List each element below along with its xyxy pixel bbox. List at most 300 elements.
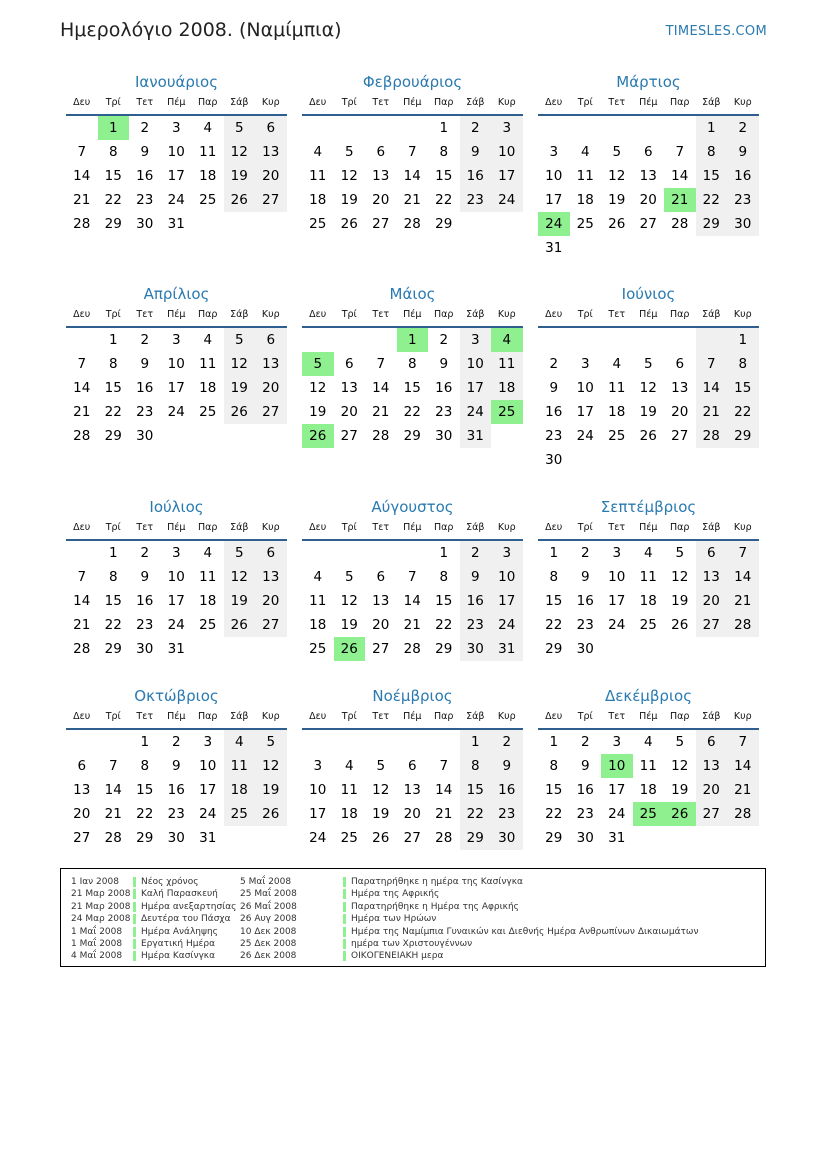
day-cell[interactable]: 12	[340, 168, 358, 184]
day-cell[interactable]: 10	[199, 758, 217, 774]
day-cell[interactable]: 5	[675, 545, 685, 561]
day-cell[interactable]: 23	[545, 428, 563, 444]
day-cell[interactable]: 18	[639, 782, 657, 798]
day-cell[interactable]: 20	[696, 778, 728, 802]
day-cell[interactable]: 12	[372, 782, 390, 798]
day-cell[interactable]: 29	[460, 826, 492, 850]
day-cell[interactable]: 27	[372, 641, 390, 657]
day-cell[interactable]: 5	[344, 569, 354, 585]
day-cell[interactable]: 8	[140, 758, 150, 774]
day-cell[interactable]: 24	[167, 192, 185, 208]
day-cell[interactable]: 9	[460, 140, 492, 164]
day-cell[interactable]: 14	[104, 782, 122, 798]
day-cell[interactable]: 1	[108, 332, 118, 348]
holiday-day-cell[interactable]: 26	[302, 424, 334, 448]
day-cell[interactable]: 26	[372, 830, 390, 846]
day-cell[interactable]: 7	[77, 144, 87, 160]
day-cell[interactable]: 14	[372, 380, 390, 396]
day-cell[interactable]: 7	[407, 569, 417, 585]
day-cell[interactable]: 14	[696, 376, 728, 400]
day-cell[interactable]: 10	[545, 168, 563, 184]
day-cell[interactable]: 18	[309, 617, 327, 633]
day-cell[interactable]: 25	[340, 830, 358, 846]
day-cell[interactable]: 15	[104, 168, 122, 184]
day-cell[interactable]: 5	[224, 116, 256, 140]
day-cell[interactable]: 4	[203, 545, 213, 561]
day-cell[interactable]: 28	[727, 802, 759, 826]
day-cell[interactable]: 5	[344, 144, 354, 160]
day-cell[interactable]: 3	[203, 734, 213, 750]
day-cell[interactable]: 27	[255, 613, 287, 637]
day-cell[interactable]: 11	[309, 168, 327, 184]
day-cell[interactable]: 26	[224, 188, 256, 212]
day-cell[interactable]: 17	[608, 782, 626, 798]
day-cell[interactable]: 2	[460, 116, 492, 140]
day-cell[interactable]: 16	[136, 168, 154, 184]
day-cell[interactable]: 24	[199, 806, 217, 822]
day-cell[interactable]: 18	[576, 192, 594, 208]
day-cell[interactable]: 13	[372, 168, 390, 184]
day-cell[interactable]: 12	[309, 380, 327, 396]
day-cell[interactable]: 30	[576, 641, 594, 657]
day-cell[interactable]: 30	[576, 830, 594, 846]
day-cell[interactable]: 25	[199, 617, 217, 633]
day-cell[interactable]: 30	[545, 452, 563, 468]
day-cell[interactable]: 5	[376, 758, 386, 774]
day-cell[interactable]: 19	[224, 164, 256, 188]
day-cell[interactable]: 8	[407, 356, 417, 372]
day-cell[interactable]: 16	[576, 593, 594, 609]
day-cell[interactable]: 10	[491, 565, 523, 589]
day-cell[interactable]: 8	[439, 144, 449, 160]
day-cell[interactable]: 31	[491, 637, 523, 661]
day-cell[interactable]: 27	[255, 400, 287, 424]
day-cell[interactable]: 4	[612, 356, 622, 372]
day-cell[interactable]: 24	[608, 617, 626, 633]
day-cell[interactable]: 27	[73, 830, 91, 846]
day-cell[interactable]: 17	[167, 380, 185, 396]
day-cell[interactable]: 31	[460, 424, 492, 448]
day-cell[interactable]: 17	[167, 593, 185, 609]
day-cell[interactable]: 5	[643, 356, 653, 372]
day-cell[interactable]: 29	[727, 424, 759, 448]
day-cell[interactable]: 3	[171, 332, 181, 348]
day-cell[interactable]: 21	[727, 589, 759, 613]
day-cell[interactable]: 18	[199, 593, 217, 609]
day-cell[interactable]: 9	[580, 569, 590, 585]
holiday-day-cell[interactable]: 24	[538, 212, 570, 236]
day-cell[interactable]: 12	[671, 758, 689, 774]
day-cell[interactable]: 23	[460, 613, 492, 637]
day-cell[interactable]: 6	[675, 356, 685, 372]
day-cell[interactable]: 15	[545, 593, 563, 609]
day-cell[interactable]: 16	[136, 593, 154, 609]
day-cell[interactable]: 22	[403, 404, 421, 420]
holiday-day-cell[interactable]: 4	[491, 328, 523, 352]
day-cell[interactable]: 19	[224, 589, 256, 613]
day-cell[interactable]: 20	[340, 404, 358, 420]
day-cell[interactable]: 1	[439, 120, 449, 136]
day-cell[interactable]: 29	[545, 641, 563, 657]
day-cell[interactable]: 1	[727, 328, 759, 352]
day-cell[interactable]: 26	[671, 617, 689, 633]
day-cell[interactable]: 3	[171, 120, 181, 136]
day-cell[interactable]: 21	[372, 404, 390, 420]
day-cell[interactable]: 2	[580, 545, 590, 561]
day-cell[interactable]: 4	[643, 734, 653, 750]
day-cell[interactable]: 30	[167, 830, 185, 846]
day-cell[interactable]: 27	[639, 216, 657, 232]
day-cell[interactable]: 12	[671, 569, 689, 585]
day-cell[interactable]: 2	[460, 541, 492, 565]
day-cell[interactable]: 20	[255, 376, 287, 400]
day-cell[interactable]: 23	[435, 404, 453, 420]
day-cell[interactable]: 6	[696, 730, 728, 754]
day-cell[interactable]: 1	[460, 730, 492, 754]
day-cell[interactable]: 24	[491, 188, 523, 212]
day-cell[interactable]: 17	[460, 376, 492, 400]
day-cell[interactable]: 29	[104, 641, 122, 657]
day-cell[interactable]: 15	[104, 593, 122, 609]
day-cell[interactable]: 6	[376, 144, 386, 160]
day-cell[interactable]: 5	[675, 734, 685, 750]
day-cell[interactable]: 3	[549, 144, 559, 160]
day-cell[interactable]: 27	[671, 428, 689, 444]
day-cell[interactable]: 7	[696, 352, 728, 376]
day-cell[interactable]: 24	[491, 613, 523, 637]
day-cell[interactable]: 22	[545, 806, 563, 822]
day-cell[interactable]: 10	[167, 356, 185, 372]
day-cell[interactable]: 3	[612, 545, 622, 561]
day-cell[interactable]: 24	[576, 428, 594, 444]
day-cell[interactable]: 5	[224, 328, 256, 352]
day-cell[interactable]: 16	[167, 782, 185, 798]
day-cell[interactable]: 11	[309, 593, 327, 609]
day-cell[interactable]: 9	[491, 754, 523, 778]
day-cell[interactable]: 17	[576, 404, 594, 420]
day-cell[interactable]: 13	[372, 593, 390, 609]
day-cell[interactable]: 30	[460, 637, 492, 661]
day-cell[interactable]: 14	[435, 782, 453, 798]
day-cell[interactable]: 14	[403, 168, 421, 184]
day-cell[interactable]: 6	[77, 758, 87, 774]
day-cell[interactable]: 2	[549, 356, 559, 372]
day-cell[interactable]: 9	[549, 380, 559, 396]
day-cell[interactable]: 18	[199, 168, 217, 184]
day-cell[interactable]: 1	[696, 116, 728, 140]
day-cell[interactable]: 6	[407, 758, 417, 774]
day-cell[interactable]: 20	[372, 617, 390, 633]
day-cell[interactable]: 7	[439, 758, 449, 774]
day-cell[interactable]: 16	[136, 380, 154, 396]
day-cell[interactable]: 11	[340, 782, 358, 798]
day-cell[interactable]: 29	[104, 428, 122, 444]
day-cell[interactable]: 3	[580, 356, 590, 372]
day-cell[interactable]: 26	[224, 613, 256, 637]
day-cell[interactable]: 21	[727, 778, 759, 802]
day-cell[interactable]: 6	[255, 328, 287, 352]
day-cell[interactable]: 25	[608, 428, 626, 444]
day-cell[interactable]: 11	[639, 758, 657, 774]
day-cell[interactable]: 17	[491, 589, 523, 613]
day-cell[interactable]: 22	[696, 188, 728, 212]
day-cell[interactable]: 11	[199, 356, 217, 372]
day-cell[interactable]: 2	[171, 734, 181, 750]
day-cell[interactable]: 29	[435, 216, 453, 232]
day-cell[interactable]: 19	[608, 192, 626, 208]
day-cell[interactable]: 19	[639, 404, 657, 420]
day-cell[interactable]: 24	[309, 830, 327, 846]
day-cell[interactable]: 21	[73, 404, 91, 420]
day-cell[interactable]: 28	[727, 613, 759, 637]
day-cell[interactable]: 12	[255, 754, 287, 778]
day-cell[interactable]: 14	[73, 593, 91, 609]
holiday-day-cell[interactable]: 1	[397, 328, 429, 352]
holiday-day-cell[interactable]: 26	[334, 637, 366, 661]
day-cell[interactable]: 27	[255, 188, 287, 212]
day-cell[interactable]: 15	[435, 593, 453, 609]
holiday-day-cell[interactable]: 10	[601, 754, 633, 778]
day-cell[interactable]: 25	[576, 216, 594, 232]
day-cell[interactable]: 6	[344, 356, 354, 372]
day-cell[interactable]: 23	[460, 188, 492, 212]
day-cell[interactable]: 5	[224, 541, 256, 565]
day-cell[interactable]: 23	[167, 806, 185, 822]
day-cell[interactable]: 6	[376, 569, 386, 585]
day-cell[interactable]: 11	[608, 380, 626, 396]
day-cell[interactable]: 31	[545, 240, 563, 256]
day-cell[interactable]: 18	[224, 778, 256, 802]
day-cell[interactable]: 20	[671, 404, 689, 420]
day-cell[interactable]: 2	[140, 120, 150, 136]
day-cell[interactable]: 9	[171, 758, 181, 774]
day-cell[interactable]: 5	[255, 730, 287, 754]
day-cell[interactable]: 28	[73, 428, 91, 444]
day-cell[interactable]: 11	[491, 352, 523, 376]
day-cell[interactable]: 7	[675, 144, 685, 160]
day-cell[interactable]: 25	[199, 192, 217, 208]
day-cell[interactable]: 23	[727, 188, 759, 212]
day-cell[interactable]: 9	[460, 565, 492, 589]
day-cell[interactable]: 4	[224, 730, 256, 754]
day-cell[interactable]: 3	[171, 545, 181, 561]
day-cell[interactable]: 15	[104, 380, 122, 396]
day-cell[interactable]: 9	[727, 140, 759, 164]
day-cell[interactable]: 14	[727, 565, 759, 589]
day-cell[interactable]: 13	[671, 380, 689, 396]
day-cell[interactable]: 9	[439, 356, 449, 372]
day-cell[interactable]: 21	[403, 192, 421, 208]
day-cell[interactable]: 13	[73, 782, 91, 798]
day-cell[interactable]: 4	[203, 332, 213, 348]
day-cell[interactable]: 8	[549, 758, 559, 774]
day-cell[interactable]: 10	[167, 569, 185, 585]
day-cell[interactable]: 28	[73, 641, 91, 657]
day-cell[interactable]: 10	[460, 352, 492, 376]
day-cell[interactable]: 25	[199, 404, 217, 420]
day-cell[interactable]: 20	[255, 589, 287, 613]
day-cell[interactable]: 28	[671, 216, 689, 232]
day-cell[interactable]: 16	[545, 404, 563, 420]
day-cell[interactable]: 14	[73, 168, 91, 184]
day-cell[interactable]: 16	[576, 782, 594, 798]
day-cell[interactable]: 22	[727, 400, 759, 424]
day-cell[interactable]: 4	[344, 758, 354, 774]
day-cell[interactable]: 30	[136, 641, 154, 657]
day-cell[interactable]: 16	[435, 380, 453, 396]
day-cell[interactable]: 14	[403, 593, 421, 609]
day-cell[interactable]: 31	[167, 216, 185, 232]
day-cell[interactable]: 28	[435, 830, 453, 846]
day-cell[interactable]: 25	[224, 802, 256, 826]
day-cell[interactable]: 20	[255, 164, 287, 188]
day-cell[interactable]: 25	[639, 617, 657, 633]
day-cell[interactable]: 12	[224, 565, 256, 589]
day-cell[interactable]: 6	[643, 144, 653, 160]
day-cell[interactable]: 8	[460, 754, 492, 778]
holiday-day-cell[interactable]: 26	[664, 802, 696, 826]
day-cell[interactable]: 29	[545, 830, 563, 846]
day-cell[interactable]: 8	[727, 352, 759, 376]
day-cell[interactable]: 27	[372, 216, 390, 232]
day-cell[interactable]: 7	[727, 730, 759, 754]
day-cell[interactable]: 13	[696, 565, 728, 589]
day-cell[interactable]: 13	[639, 168, 657, 184]
day-cell[interactable]: 15	[136, 782, 154, 798]
day-cell[interactable]: 12	[639, 380, 657, 396]
day-cell[interactable]: 29	[104, 216, 122, 232]
day-cell[interactable]: 2	[491, 730, 523, 754]
day-cell[interactable]: 20	[372, 192, 390, 208]
day-cell[interactable]: 4	[203, 120, 213, 136]
day-cell[interactable]: 26	[340, 216, 358, 232]
day-cell[interactable]: 22	[460, 802, 492, 826]
day-cell[interactable]: 21	[73, 192, 91, 208]
day-cell[interactable]: 23	[136, 192, 154, 208]
day-cell[interactable]: 17	[545, 192, 563, 208]
day-cell[interactable]: 6	[255, 116, 287, 140]
day-cell[interactable]: 30	[136, 428, 154, 444]
day-cell[interactable]: 2	[727, 116, 759, 140]
day-cell[interactable]: 18	[491, 376, 523, 400]
day-cell[interactable]: 11	[639, 569, 657, 585]
day-cell[interactable]: 21	[435, 806, 453, 822]
day-cell[interactable]: 28	[403, 641, 421, 657]
day-cell[interactable]: 1	[140, 734, 150, 750]
day-cell[interactable]: 13	[255, 352, 287, 376]
day-cell[interactable]: 3	[460, 328, 492, 352]
day-cell[interactable]: 30	[491, 826, 523, 850]
day-cell[interactable]: 9	[140, 144, 150, 160]
day-cell[interactable]: 13	[255, 140, 287, 164]
day-cell[interactable]: 24	[167, 404, 185, 420]
day-cell[interactable]: 4	[313, 144, 323, 160]
day-cell[interactable]: 28	[73, 216, 91, 232]
day-cell[interactable]: 8	[108, 569, 118, 585]
day-cell[interactable]: 19	[224, 376, 256, 400]
day-cell[interactable]: 25	[309, 641, 327, 657]
day-cell[interactable]: 27	[340, 428, 358, 444]
day-cell[interactable]: 30	[435, 428, 453, 444]
brand-link[interactable]: TIMESLES.COM	[665, 24, 767, 39]
day-cell[interactable]: 21	[73, 617, 91, 633]
holiday-day-cell[interactable]: 1	[98, 116, 130, 140]
day-cell[interactable]: 7	[77, 569, 87, 585]
day-cell[interactable]: 17	[491, 164, 523, 188]
day-cell[interactable]: 11	[576, 168, 594, 184]
day-cell[interactable]: 23	[136, 404, 154, 420]
day-cell[interactable]: 31	[167, 641, 185, 657]
day-cell[interactable]: 4	[313, 569, 323, 585]
day-cell[interactable]: 23	[576, 617, 594, 633]
day-cell[interactable]: 24	[167, 617, 185, 633]
day-cell[interactable]: 22	[104, 617, 122, 633]
day-cell[interactable]: 28	[403, 216, 421, 232]
day-cell[interactable]: 1	[549, 545, 559, 561]
day-cell[interactable]: 2	[140, 332, 150, 348]
day-cell[interactable]: 6	[696, 541, 728, 565]
day-cell[interactable]: 22	[136, 806, 154, 822]
day-cell[interactable]: 23	[491, 802, 523, 826]
day-cell[interactable]: 17	[199, 782, 217, 798]
day-cell[interactable]: 27	[696, 802, 728, 826]
day-cell[interactable]: 17	[167, 168, 185, 184]
day-cell[interactable]: 28	[104, 830, 122, 846]
day-cell[interactable]: 9	[580, 758, 590, 774]
day-cell[interactable]: 15	[545, 782, 563, 798]
day-cell[interactable]: 21	[696, 400, 728, 424]
day-cell[interactable]: 1	[439, 545, 449, 561]
day-cell[interactable]: 24	[608, 806, 626, 822]
day-cell[interactable]: 29	[696, 212, 728, 236]
day-cell[interactable]: 3	[491, 541, 523, 565]
day-cell[interactable]: 12	[224, 140, 256, 164]
day-cell[interactable]: 3	[491, 116, 523, 140]
day-cell[interactable]: 31	[608, 830, 626, 846]
day-cell[interactable]: 22	[104, 404, 122, 420]
day-cell[interactable]: 12	[224, 352, 256, 376]
holiday-day-cell[interactable]: 21	[664, 188, 696, 212]
day-cell[interactable]: 12	[340, 593, 358, 609]
day-cell[interactable]: 30	[727, 212, 759, 236]
day-cell[interactable]: 20	[696, 589, 728, 613]
day-cell[interactable]: 17	[608, 593, 626, 609]
day-cell[interactable]: 22	[435, 617, 453, 633]
day-cell[interactable]: 2	[140, 545, 150, 561]
day-cell[interactable]: 26	[224, 400, 256, 424]
day-cell[interactable]: 28	[696, 424, 728, 448]
day-cell[interactable]: 8	[696, 140, 728, 164]
day-cell[interactable]: 3	[313, 758, 323, 774]
day-cell[interactable]: 25	[309, 216, 327, 232]
day-cell[interactable]: 1	[108, 545, 118, 561]
day-cell[interactable]: 8	[439, 569, 449, 585]
holiday-day-cell[interactable]: 5	[302, 352, 334, 376]
day-cell[interactable]: 26	[639, 428, 657, 444]
day-cell[interactable]: 3	[612, 734, 622, 750]
day-cell[interactable]: 29	[435, 641, 453, 657]
day-cell[interactable]: 22	[435, 192, 453, 208]
day-cell[interactable]: 8	[108, 144, 118, 160]
day-cell[interactable]: 22	[104, 192, 122, 208]
day-cell[interactable]: 4	[643, 545, 653, 561]
day-cell[interactable]: 21	[403, 617, 421, 633]
day-cell[interactable]: 19	[340, 617, 358, 633]
day-cell[interactable]: 9	[140, 356, 150, 372]
day-cell[interactable]: 10	[309, 782, 327, 798]
day-cell[interactable]: 22	[545, 617, 563, 633]
day-cell[interactable]: 16	[727, 164, 759, 188]
